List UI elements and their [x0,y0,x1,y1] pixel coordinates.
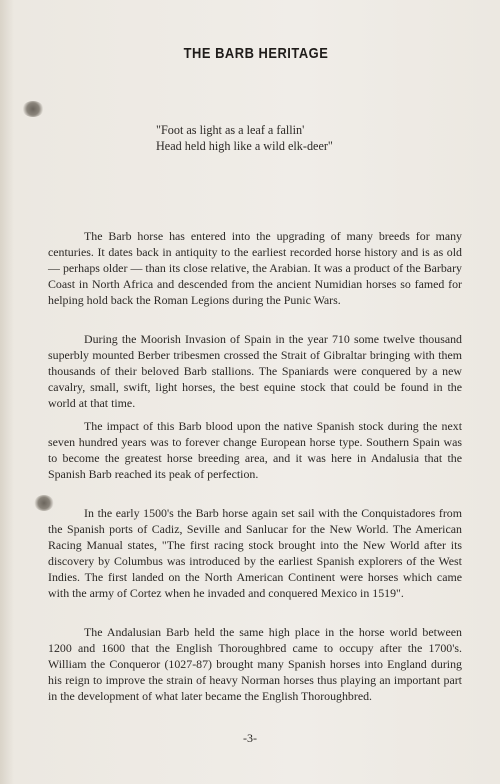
body-paragraph: The impact of this Barb blood upon the native Spanish stock during the next seven hundred years was to forever change European horse type. Southern Spain was to become the greatest horse breeding area, and it was here in Andalusia that the Spanish Barb reached its peak of perfection. [48,419,462,482]
body-paragraph: During the Moorish Invasion of Spain in the year 710 some twelve thousand superbly mounted Berber tribesmen crossed the Strait of Gibraltar bringing with them thousands of their beloved Barb stallions. The Spaniards were conquered by a new cavalry, small, swift, light horses, the best equine stock that could be found in the world at that time. [48,332,462,411]
body-paragraph: The Andalusian Barb held the same high place in the horse world between 1200 and 1600 that the English Thoroughbred came to occupy after the 1700's. William the Conqueror (1027-87) brought many Spanish horses into England during his reign to improve the strain of heavy Norman horses thus playing an important part in the development of what later became the English Thoroughbred. [48,625,462,704]
body-paragraph: In the early 1500's the Barb horse again set sail with the Conquistadores from the Spanish ports of Cadiz, Seville and Sanlucar for the New World. The American Racing Manual states, "The first racing stock brought into the New World after its discovery by Columbus was introduced by the earliest Spanish explorers of the West Indies. The first landed on the North American Continent were horses which came with the army of Cortez when he invaded and conquered Mexico in 1519". [48,506,462,601]
epigraph-line: Head held high like a wild elk-deer" [156,139,333,153]
epigraph [156,122,333,154]
ink-blot [22,101,44,117]
page-title: THE BARB HERITAGE [183,45,329,62]
page-number: -3- [243,731,257,745]
epigraph-line: "Foot as light as a leaf a fallin' [156,123,305,137]
body-paragraph: The Barb horse has entered into the upgrading of many breeds for many centuries. It dates back in antiquity to the earliest recorded horse history and is as old — perhaps older — than its close relative, the Arabian. It was a product of the Barbary Coast in North Africa and descended from the ancient Numidian horses so famed for helping hold back the Roman Legions during the Punic Wars. [48,229,462,308]
